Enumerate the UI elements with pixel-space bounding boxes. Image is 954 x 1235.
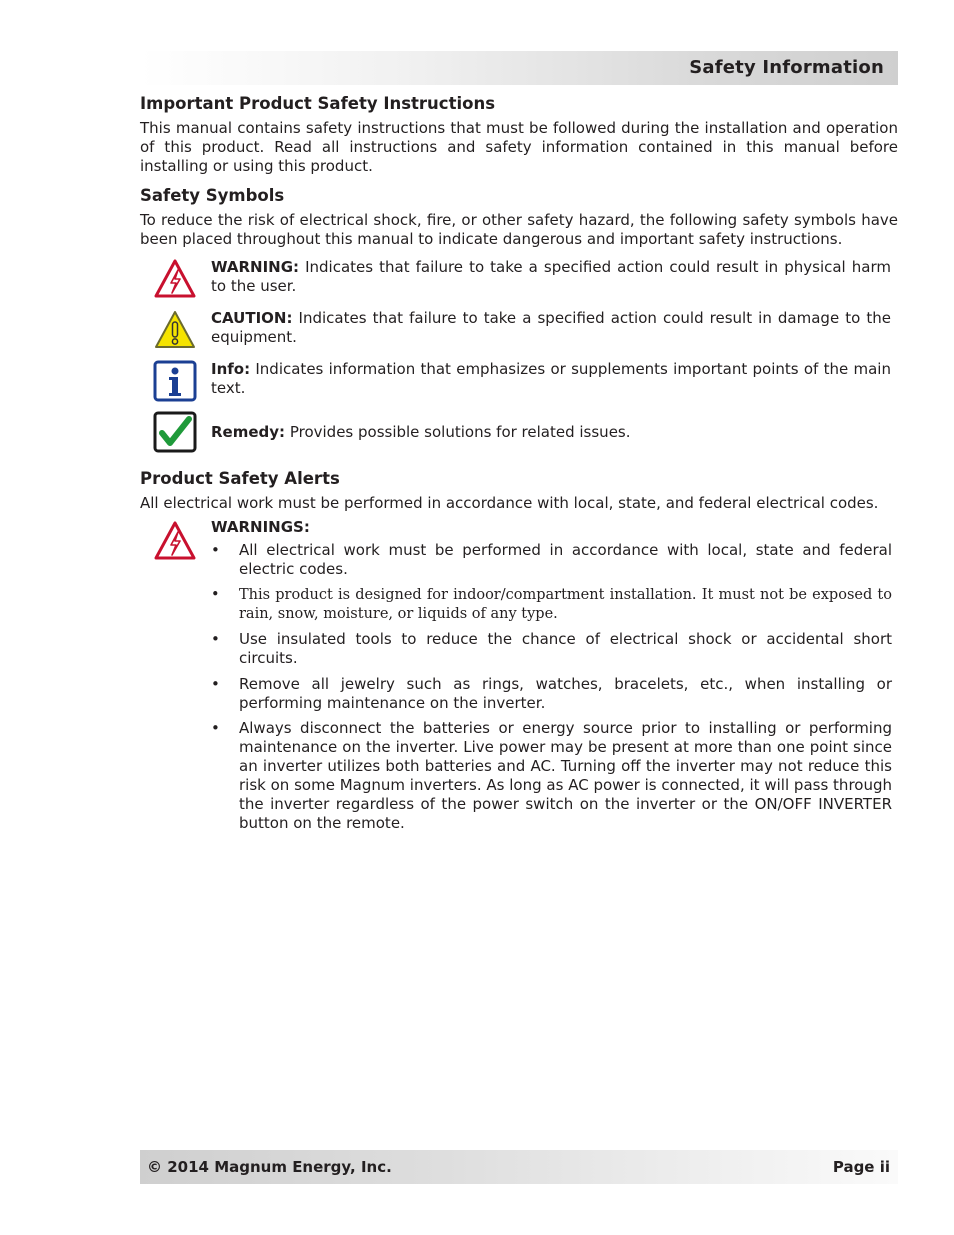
list-item-text: This product is designed for indoor/compartment installation. It must not be exposed to rain, snow, moisture, or liquids of any type. bbox=[239, 586, 892, 622]
caution-symbol-row bbox=[140, 309, 898, 351]
page-number: Page ii bbox=[832, 1158, 890, 1176]
remedy-symbol-row bbox=[140, 411, 898, 453]
bullet: • bbox=[211, 541, 220, 559]
list-item-text: Always disconnect the batteries or energy source prior to installing or performing maintenance on the inverter. Live power may be present at more than one point since an inverter utilizes both batteries and AC. Turning off the inverter may not reduce this risk on some Magnum inverters. As long as AC power is connected, it will pass through the inverter regardless of the power switch on the inverter or the ON/OFF INVERTER button on the remote. bbox=[239, 719, 892, 832]
bullet: • bbox=[211, 719, 220, 737]
product-safety-alerts-section bbox=[140, 468, 898, 840]
safety-symbols-section bbox=[140, 185, 898, 453]
info-description bbox=[211, 360, 891, 398]
bullet: • bbox=[211, 586, 220, 603]
page-content bbox=[140, 93, 898, 849]
page-footer bbox=[140, 1150, 898, 1184]
warnings-list bbox=[211, 541, 892, 833]
section-body: All electrical work must be performed in accordance with local, state, and federal electrical codes. bbox=[140, 494, 879, 512]
symbol-label: Remedy: bbox=[211, 422, 286, 441]
page-title: Safety Information bbox=[689, 57, 884, 78]
section-heading: Product Safety Alerts bbox=[140, 469, 340, 488]
list-item-text: Remove all jewelry such as rings, watches, bracelets, etc., when installing or performing maintenance on the inverter. bbox=[239, 674, 892, 712]
bullet: • bbox=[211, 630, 220, 648]
section-heading: Safety Symbols bbox=[140, 186, 285, 205]
list-item bbox=[211, 630, 892, 668]
list-item bbox=[211, 541, 892, 579]
symbol-text: Indicates that failure to take a specified action could result in physical harm to the user. bbox=[211, 258, 891, 295]
list-item-text: All electrical work must be performed in accordance with local, state and federal electric codes. bbox=[239, 541, 892, 578]
important-safety-section bbox=[140, 93, 898, 176]
section-body: This manual contains safety instructions that must be followed during the installation and operation of this product. Read all instructions and safety information contained in this manual before installing or using this product. bbox=[140, 119, 898, 175]
symbol-text: Indicates that failure to take a specified action could result in damage to the equipment. bbox=[211, 309, 891, 346]
symbol-label: WARNING: bbox=[211, 258, 300, 276]
list-item-text: Use insulated tools to reduce the chance of electrical shock or accidental short circuits. bbox=[239, 630, 892, 667]
copyright-text: © 2014 Magnum Energy, Inc. bbox=[147, 1158, 392, 1176]
warning-symbol-row bbox=[140, 258, 898, 300]
warnings-block bbox=[140, 517, 898, 840]
checkmark-icon bbox=[153, 411, 197, 453]
symbol-label: CAUTION: bbox=[211, 309, 293, 327]
symbol-text: Indicates information that emphasizes or supplements important points of the main text. bbox=[211, 360, 891, 397]
list-item bbox=[211, 586, 892, 624]
caution-description bbox=[211, 309, 891, 347]
info-symbol-row bbox=[140, 360, 898, 402]
caution-exclamation-icon bbox=[153, 309, 197, 351]
symbol-label: Info: bbox=[211, 360, 251, 378]
list-item bbox=[211, 719, 892, 833]
remedy-description bbox=[211, 423, 891, 442]
section-body: To reduce the risk of electrical shock, fire, or other safety hazard, the following safety symbols have been placed throughout this manual to indicate dangerous and important safety instructions. bbox=[140, 211, 898, 248]
bullet: • bbox=[211, 674, 220, 693]
warnings-heading: WARNINGS: bbox=[211, 518, 310, 536]
warnings-list-container bbox=[211, 517, 892, 840]
warning-lightning-icon bbox=[153, 520, 197, 562]
list-item bbox=[211, 675, 892, 713]
section-heading: Important Product Safety Instructions bbox=[140, 94, 496, 113]
info-icon bbox=[153, 360, 197, 402]
warning-lightning-icon bbox=[153, 258, 197, 300]
page-header bbox=[140, 51, 898, 85]
symbol-text: Provides possible solutions for related issues. bbox=[289, 422, 631, 441]
warning-description bbox=[211, 258, 891, 296]
